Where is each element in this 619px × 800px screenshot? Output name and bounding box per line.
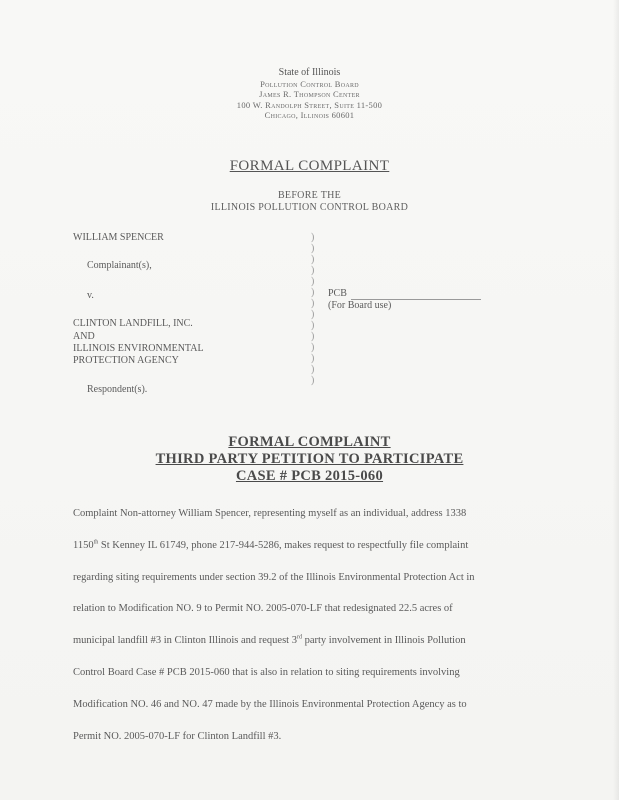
respondent-clinton-landfill: CLINTON LANDFILL, INC. (73, 318, 193, 329)
main-title (0, 434, 619, 485)
scan-edge-shadow (613, 0, 619, 800)
letterhead-street: 100 W. Randolph Street, Suite 11-500 (236, 99, 383, 110)
board-use-note: (For Board use) (328, 300, 392, 311)
complainant-name: WILLIAM SPENCER (73, 232, 164, 243)
bracket-char: ) (311, 353, 315, 364)
body-line (73, 530, 543, 562)
bracket-char: ) (311, 243, 315, 254)
ordinal-suffix: th (93, 539, 99, 546)
body-fragment: St Kenney IL 61749, phone 217-944-5286, makes request to respectfully file complaint (98, 539, 469, 551)
bracket-char: ) (311, 254, 315, 265)
pcb-label: PCB (328, 288, 347, 299)
page-title: FORMAL COMPLAINT (229, 158, 390, 174)
letterhead-city: Chicago, Illinois 60601 (264, 110, 355, 120)
bracket-char: ) (311, 298, 315, 309)
letterhead-board: Pollution Control Board (260, 78, 359, 89)
body-line: regarding siting requirements under section 39.2 of the Illinois Environmental Protection Act in (73, 571, 475, 583)
letterhead-building: James R. Thompson Center (259, 89, 360, 99)
and-connector: AND (73, 331, 95, 342)
before-line: BEFORE THE (277, 190, 342, 201)
body-fragment: party involvement in Illinois Pollution (301, 635, 466, 647)
body-fragment: municipal landfill #3 in Clinton Illinois and request 3 (73, 635, 297, 647)
respondent-label: Respondent(s). (87, 384, 148, 395)
body-line: Modification NO. 46 and NO. 47 made by the Illinois Environmental Protection Agency as to (73, 698, 467, 710)
body-line (73, 625, 543, 657)
body-line: Control Board Case # PCB 2015-060 that is also in relation to siting requirements involving (73, 666, 460, 678)
before-board-heading (0, 190, 619, 214)
board-name-line: ILLINOIS POLLUTION CONTROL BOARD (210, 202, 409, 213)
bracket-char: ) (311, 342, 315, 353)
complaint-body (73, 498, 543, 752)
letterhead-state: State of Illinois (278, 67, 341, 78)
case-number-block (328, 288, 481, 312)
bracket-char: ) (311, 276, 315, 287)
body-fragment: 1150 (73, 539, 94, 551)
bracket-char: ) (311, 309, 315, 320)
main-title-line3: CASE # PCB 2015-060 (235, 468, 384, 484)
body-line: relation to Modification NO. 9 to Permit NO. 2005-070-LF that redesignated 22.5 acres of (73, 603, 453, 615)
respondent-iepa-line2: PROTECTION AGENCY (73, 355, 179, 366)
bracket-char: ) (311, 265, 315, 276)
bracket-char: ) (311, 232, 315, 243)
bracket-char: ) (311, 364, 315, 375)
respondent-iepa-line1: ILLINOIS ENVIRONMENTAL (73, 343, 204, 354)
caption-bracket (311, 232, 319, 386)
bracket-char: ) (311, 320, 315, 331)
bracket-char: ) (311, 375, 315, 386)
letterhead (0, 68, 619, 121)
main-title-line2: THIRD PARTY PETITION TO PARTICIPATE (155, 451, 464, 467)
versus: v. (87, 290, 94, 301)
complainant-label: Complainant(s), (87, 260, 152, 271)
bracket-char: ) (311, 287, 315, 298)
ordinal-suffix: rd (296, 634, 302, 641)
main-title-line1: FORMAL COMPLAINT (228, 434, 391, 450)
body-line: Permit NO. 2005-070-LF for Clinton Landfill #3. (73, 730, 282, 742)
body-line: Complaint Non-attorney William Spencer, representing myself as an individual, address 1338 (73, 508, 467, 519)
bracket-char: ) (311, 331, 315, 342)
